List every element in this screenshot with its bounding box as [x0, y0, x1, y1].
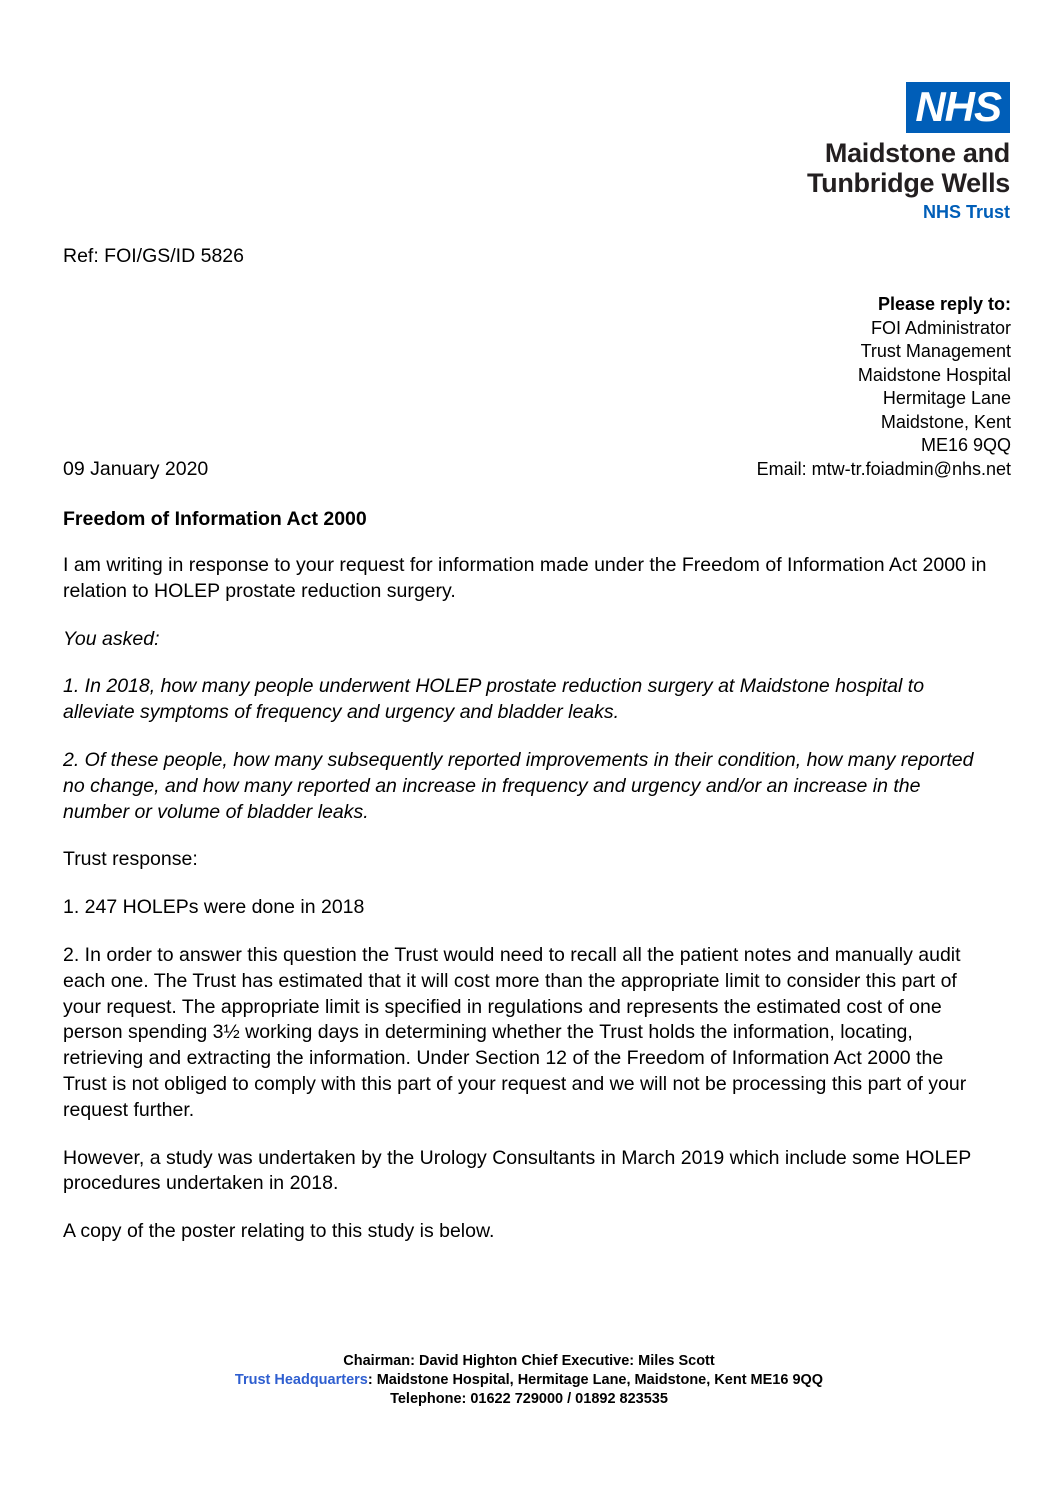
question-1: 1. In 2018, how many people underwent HOLEP prostate reduction surgery at Maidstone hospital to alleviate symptoms of frequency and urgency and bladder leaks. — [63, 675, 925, 724]
poster-note-paragraph: A copy of the poster relating to this study is below. — [63, 1220, 495, 1243]
intro-paragraph: I am writing in response to your request for information made under the Freedom of Information Act 2000 in relation to HOLEP prostate reduction surgery. — [63, 554, 987, 602]
trust-name-line-2: Tunbridge Wells — [806, 168, 1010, 198]
reply-to-line: Maidstone Hospital — [857, 364, 1011, 385]
footer-address-rest: : Maidstone Hospital, Hermitage Lane, Maidstone, Kent ME16 9QQ — [367, 1372, 824, 1388]
nhs-logo-mark: NHS — [906, 82, 1010, 133]
reply-to-block — [757, 293, 1011, 481]
page-footer — [0, 1352, 1058, 1409]
footer-address-line — [0, 1371, 1058, 1390]
reply-to-email: Email: mtw-tr.foiadmin@nhs.net — [756, 458, 1011, 479]
document-title: Freedom of Information Act 2000 — [63, 508, 367, 530]
footer-officers: Chairman: David Highton Chief Executive: Miles Scott — [343, 1353, 715, 1369]
reply-to-line: FOI Administrator — [870, 317, 1011, 338]
however-paragraph: However, a study was undertaken by the Urology Consultants in March 2019 which include some HOLEP procedures undertaken in 2018. — [63, 1146, 971, 1195]
reply-to-line: Maidstone, Kent — [880, 411, 1011, 432]
trust-subtitle: NHS Trust — [922, 202, 1010, 222]
reply-to-line: Trust Management — [860, 341, 1011, 361]
trust-response-label: Trust response: — [63, 848, 198, 871]
footer-telephone: Telephone: 01622 729000 / 01892 823535 — [390, 1391, 668, 1407]
you-asked-label: You asked: — [63, 627, 160, 650]
reply-to-heading: Please reply to: — [877, 294, 1011, 314]
reply-to-line: Hermitage Lane — [882, 388, 1011, 408]
trust-headquarters-link[interactable]: Trust Headquarters — [234, 1372, 368, 1388]
reference-number: Ref: FOI/GS/ID 5826 — [63, 245, 244, 267]
letter-body — [63, 553, 988, 1267]
letter-date: 09 January 2020 — [63, 458, 209, 480]
nhs-logo — [798, 82, 1010, 223]
reply-to-line: ME16 9QQ — [920, 435, 1011, 455]
trust-name-line-1: Maidstone and — [824, 138, 1010, 168]
answer-2: 2. In order to answer this question the Trust would need to recall all the patient notes and manually audit each one. The Trust has estimated that it will cost more than the appropriate limit to consider this part of your request. The appropriate limit is specified in regulations and represents the estimated cost of one person spending 3½ working days in determining whether the Trust holds the information, locating, retrieving and extracting the information. Under Section 12 of the Freedom of Information Act 2000 the Trust is not obliged to comply with this part of your request and we will not be processing this part of your request further. — [63, 943, 967, 1121]
question-2: 2. Of these people, how many subsequently reported improvements in their condition, how many reported no change, and how many reported an increase in frequency and urgency and/or an increase in the number or volume of bladder leaks. — [63, 748, 974, 823]
answer-1: 1. 247 HOLEPs were done in 2018 — [63, 896, 365, 919]
